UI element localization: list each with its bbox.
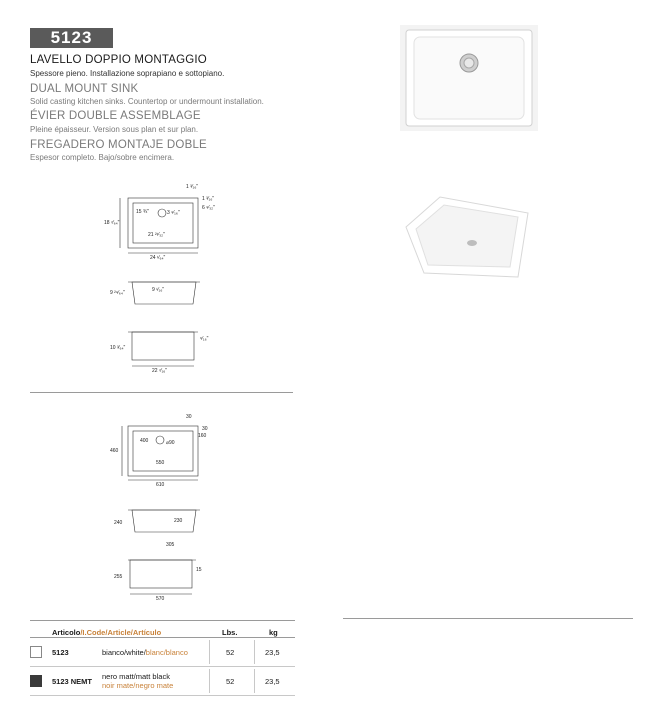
section-divider [30,392,293,393]
sink-perspective-illustration [400,185,540,290]
table-row [30,638,295,667]
imp-top-d5: 3 ⁹⁄₁₆" [167,210,180,216]
article-table [30,620,295,696]
header-articolo [52,628,161,637]
imp-top-d6: 21 ²¹⁄₃₂" [148,232,165,238]
row-desc [102,648,188,657]
cell-divider [209,640,210,664]
met-top-d1: 30 [186,414,192,420]
row-code: 5123 NEMT [52,677,93,686]
table-header [30,621,295,638]
row-lbs: 52 [226,648,235,657]
row-lbs: 52 [226,677,235,686]
imp-side-d1: 10 ³⁄₆₄" [110,345,126,351]
sink-perspective-photo [400,185,540,290]
imp-top-d1: 1 ³⁄₁₆" [186,184,199,190]
subtitle-en: Solid casting kitchen sinks. Countertop or undermount installation. [30,97,264,106]
header-art2: /I.Code/ [80,628,108,637]
title-it: LAVELLO DOPPIO MONTAGGIO [30,54,207,66]
imp-top-d4: 15 ¾" [136,209,149,215]
table-row [30,667,295,696]
met-top-d2: 30 [202,426,208,432]
row-kg: 23,5 [265,648,280,657]
row-desc-d: noir mate/negro mate [102,681,174,690]
imp-side-d3: 22 ⁷⁄₁₆" [152,368,168,374]
cell-divider [254,669,255,693]
cell-divider [209,669,210,693]
imperial-drawings [100,180,230,380]
title-es: FREGADERO MONTAJE DOBLE [30,139,207,151]
header-art3: Article/Artículo [107,628,162,637]
imp-front-d1: 9 ²⁹⁄₆₄" [110,290,125,296]
subtitle-fr: Pleine épaisseur. Version sous plan et sur plan. [30,125,199,134]
metric-drawings [100,410,230,610]
color-swatch-black [30,675,42,687]
row-desc-b: blanc [145,648,164,657]
header-lbs: Lbs. [222,628,238,637]
met-top-d6: 550 [156,460,165,466]
met-top-d7: 460 [110,448,119,454]
subtitle-es: Espesor completo. Bajo/sobre encimera. [30,153,175,162]
right-column-rule [343,618,633,619]
met-front-d3: 305 [166,542,175,548]
imp-side-d2: ⁶⁄₁₆" [200,336,209,342]
imp-top-d7: 18 ⁷⁄₆₄" [104,220,120,226]
met-top-d5: ⌀90 [166,440,175,446]
met-top-d4: 400 [140,438,149,444]
subtitle-it: Spessore pieno. Installazione soprapiano e sottopiano. [30,69,225,78]
row-desc-c: /blanco [163,648,188,657]
row-kg: 23,5 [265,677,280,686]
sink-top-illustration [400,25,538,131]
title-en: DUAL MOUNT SINK [30,83,139,95]
met-front-d1: 240 [114,520,123,526]
imp-top-d3: 6 ⁹⁄₃₂" [202,205,215,211]
cell-divider [254,640,255,664]
met-side-d1: 255 [114,574,123,580]
met-top-d8: 610 [156,482,165,488]
met-front-d2: 230 [174,518,183,524]
met-side-d2: 15 [196,567,202,573]
title-fr: ÉVIER DOUBLE ASSEMBLAGE [30,110,201,122]
row-desc-a: bianco/white/ [102,648,146,657]
product-code-badge: 5123 [30,28,113,48]
met-top-d3: 160 [198,433,207,439]
row-desc-a: nero matt/matt black [102,672,170,681]
imp-top-d2: 1 ³⁄₁₆" [202,196,215,202]
sink-top-photo [400,25,538,131]
color-swatch-white [30,646,42,658]
header-art1: Articolo [52,628,81,637]
imp-front-d2: 9 ¹⁄₁₆" [152,287,165,293]
header-kg: kg [269,628,278,637]
row-code: 5123 [52,648,69,657]
met-side-d3: 570 [156,596,165,602]
imp-top-d8: 24 ¹⁄₆₄" [150,255,166,261]
